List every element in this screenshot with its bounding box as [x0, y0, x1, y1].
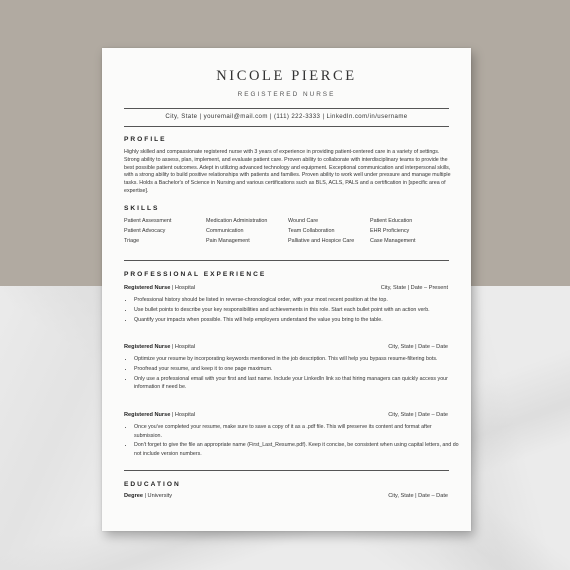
- education-rule: [124, 470, 449, 471]
- skill-item: Patient Advocacy: [124, 227, 166, 234]
- bullet-item: • Professional history should be listed in reverse-chronological order, with your most recent position at the top.: [134, 296, 459, 305]
- job-org: | Hospital: [170, 412, 196, 418]
- job-title: [124, 285, 195, 291]
- school-name: | University: [142, 493, 173, 499]
- skill-item: Triage: [124, 237, 140, 244]
- job-title: [124, 344, 195, 350]
- bullet-item: • Only use a professional email with your first and last name. Include your LinkedIn link so that hiring managers can quickly access your information if need be.: [134, 375, 459, 392]
- education-heading: EDUCATION: [124, 481, 181, 488]
- header-rule-bottom: [124, 126, 449, 127]
- education-location-date: City, State | Date – Date: [388, 493, 448, 499]
- resume-job-title: REGISTERED NURSE: [237, 91, 336, 98]
- job-org: | Hospital: [170, 344, 196, 350]
- skill-item: Patient Education: [370, 218, 413, 224]
- contact-line: City, State | youremail@mail.com | (111) 222-3333 | LinkedIn.com/in/username: [165, 113, 408, 120]
- skill-item: Palliative and Hospice Care: [288, 237, 355, 244]
- job-org: | Hospital: [170, 285, 196, 291]
- job-location-date: City, State | Date – Present: [380, 285, 448, 291]
- bullet-item: • Optimize your resume by incorporating keywords mentioned in the job description. This will help you bypass resume-filtering bots.: [134, 355, 459, 364]
- header-rule-top: [124, 108, 449, 109]
- job-role: Registered Nurse: [124, 285, 171, 291]
- job-location-date: City, State | Date – Date: [388, 412, 448, 418]
- resume-page: [102, 48, 471, 531]
- skill-item: Medication Administration: [206, 218, 268, 224]
- job-bullets: [124, 296, 459, 326]
- skill-item: Communication: [206, 227, 244, 234]
- education-degree: [124, 493, 172, 499]
- bullet-item: • Once you've completed your resume, make sure to save a copy of it as a .pdf file. This will preserve its content and format after submission.: [134, 423, 459, 440]
- job-title: [124, 412, 195, 418]
- bullet-item: • Proofread your resume, and keep it to one page maximum.: [134, 365, 459, 374]
- resume-name: NICOLE PIERCE: [216, 68, 357, 84]
- skills-heading: SKILLS: [124, 205, 160, 212]
- skill-item: Pain Management: [206, 237, 250, 244]
- job-role: Registered Nurse: [124, 412, 171, 418]
- skill-item: Wound Care: [288, 218, 319, 224]
- skill-item: Patient Assessment: [124, 218, 172, 224]
- bullet-item: • Quantify your impacts when possible. This will help employers understand the value you bring to the table.: [134, 316, 459, 325]
- skill-item: Case Management: [370, 237, 416, 244]
- skill-item: Team Collaboration: [288, 227, 335, 234]
- profile-heading: PROFILE: [124, 136, 167, 143]
- skills-grid: [124, 218, 454, 244]
- skill-item: EHR Proficiency: [370, 227, 410, 234]
- profile-text: Highly skilled and compassionate registered nurse with 3 years of experience in providing patient-centered care in a variety of settings. Strong ability to assess, plan, implement, and evaluate patient care. Proven ability to collaborate with interdisciplinary teams to provide the best possible patient outcomes. Adept in utilizing advanced technology and equipment. Exceptional communication and interpersonal skills, with a strong ability to build positive relationships with patients and families. Proven ability to work well under pressure and manage multiple tasks. Holds a Bachelor's of Science in Nursing and various certifications such as BLS, ACLS, PALS and a certification in [specific area of expertise].: [124, 149, 451, 194]
- degree-name: Degree: [124, 493, 143, 499]
- bullet-item: • Don't forget to give the file an appropriate name (First_Last_Resume.pdf). Keep it concise, be consistent when using capital letters, and do not include version numbers.: [134, 441, 459, 458]
- job-role: Registered Nurse: [124, 344, 171, 350]
- job-bullets: [124, 355, 459, 393]
- experience-rule: [124, 260, 449, 261]
- experience-heading: PROFESSIONAL EXPERIENCE: [124, 271, 267, 278]
- job-bullets: [124, 423, 459, 460]
- job-location-date: City, State | Date – Date: [388, 344, 448, 350]
- bullet-item: • Use bullet points to describe your key responsibilities and achievements in this role. Start each bullet point with an action verb.: [134, 306, 459, 315]
